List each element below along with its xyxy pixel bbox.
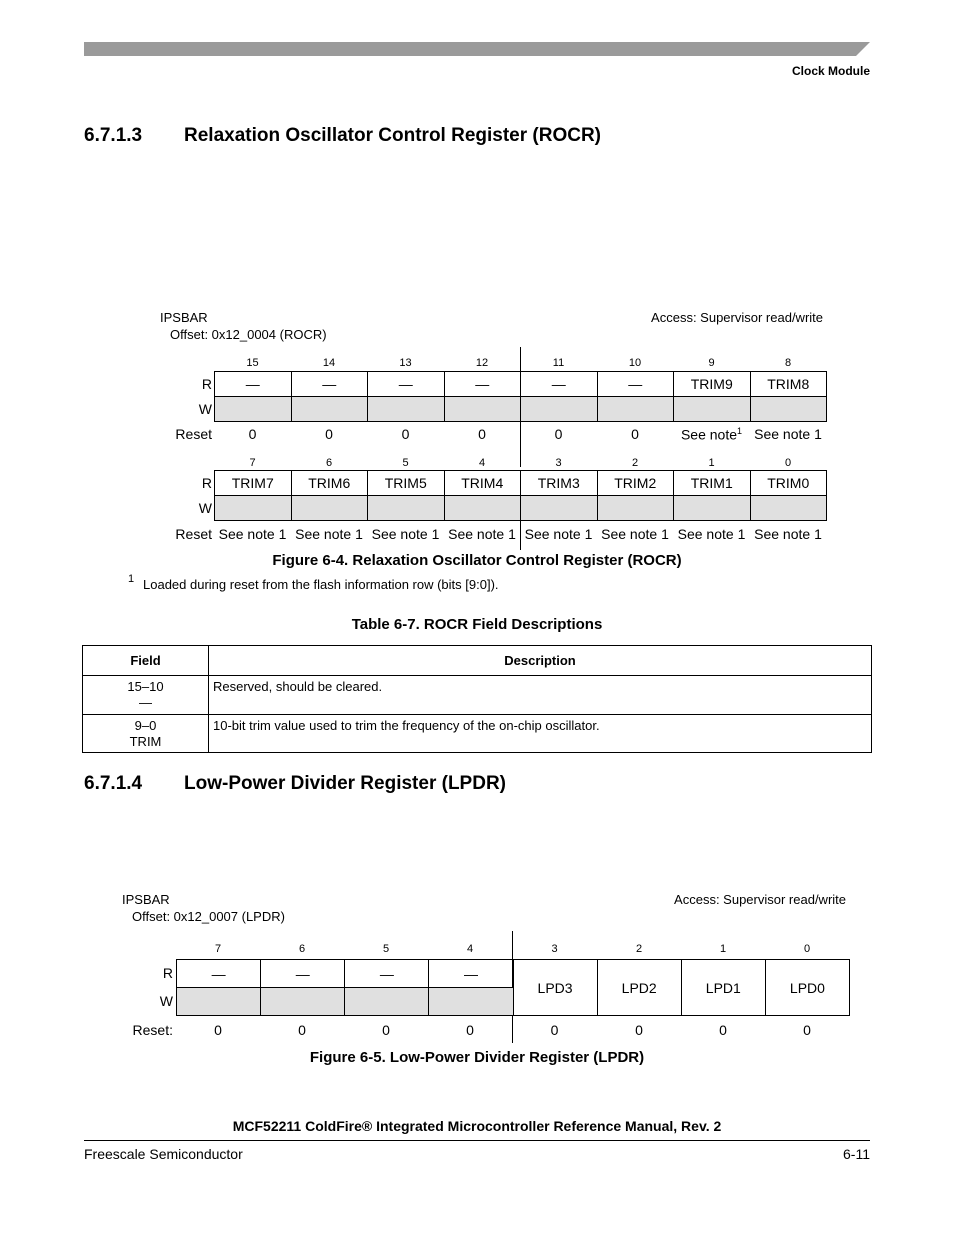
bit-number: 4 — [466, 943, 474, 955]
column-header-field: Field — [83, 646, 209, 676]
rocr-access: Access: Supervisor read/write — [651, 310, 823, 325]
bit-number: 0 — [784, 457, 792, 469]
row-label-r: R — [201, 376, 212, 392]
description-cell: Reserved, should be cleared. — [209, 676, 872, 715]
write-cell — [674, 496, 751, 521]
bit-number: 11 — [552, 357, 565, 369]
bit-number: 8 — [784, 357, 792, 369]
write-cell — [521, 496, 598, 521]
field-name: — — [139, 695, 152, 710]
row-label-w: W — [159, 993, 173, 1009]
row-label-reset: Reset: — [132, 1022, 173, 1038]
bit-number: 2 — [635, 943, 643, 955]
reset-value: 0 — [214, 1022, 222, 1038]
footnote-number: 1 — [128, 573, 135, 585]
bit-number: 3 — [551, 943, 558, 955]
rocr-upper-register — [214, 371, 827, 422]
write-cell — [674, 397, 751, 422]
bit-number: 6 — [325, 457, 333, 469]
bit-field: — — [291, 372, 368, 397]
bit-number: 1 — [719, 943, 727, 955]
section-number: 6.7.1.3 — [84, 125, 143, 146]
write-row — [215, 397, 827, 422]
bit-number: 7 — [249, 457, 256, 469]
bit-field: — — [444, 372, 521, 397]
section-number: 6.7.1.4 — [84, 773, 143, 794]
reset-value: 0 — [298, 1022, 306, 1038]
bit-number: 1 — [708, 457, 715, 469]
reset-value: 0 — [401, 426, 410, 442]
bit-number: 0 — [803, 943, 811, 955]
footnote-marker: 1 — [737, 426, 743, 436]
reset-value: See note 1 — [677, 526, 746, 542]
bit-field: — — [597, 372, 674, 397]
row-label-r: R — [201, 475, 212, 491]
read-row — [215, 372, 827, 397]
lpdr-offset: Offset: 0x12_0007 (LPDR) — [132, 909, 285, 924]
field-name: TRIM — [129, 734, 162, 749]
write-cell-reserved — [177, 988, 261, 1016]
field-bits: 15–10 — [127, 679, 164, 694]
section-title: Low-Power Divider Register (LPDR) — [184, 773, 506, 794]
bit-number: 13 — [399, 357, 412, 369]
bit-field: — — [177, 960, 261, 988]
figure-caption-rocr: Figure 6-4. Relaxation Oscillator Control Register (ROCR) — [272, 552, 682, 569]
reset-value: See note 1 — [754, 526, 822, 542]
reset-value: See note 1 — [448, 526, 516, 542]
write-cell — [750, 496, 827, 521]
page-number: 6-11 — [843, 1146, 870, 1162]
table-row — [83, 676, 872, 715]
bit-field: — — [368, 372, 445, 397]
field-bits: 9–0 — [134, 718, 157, 733]
write-cell-reserved — [521, 397, 598, 422]
bit-field: — — [215, 372, 292, 397]
reset-value: See note 1 — [218, 526, 287, 542]
table-row — [83, 715, 872, 753]
lpdr-access: Access: Supervisor read/write — [674, 892, 846, 907]
bit-field: TRIM0 — [750, 471, 827, 496]
bit-field: — — [345, 960, 429, 988]
reset-value: 0 — [325, 426, 333, 442]
bit-field: TRIM5 — [368, 471, 445, 496]
table-header-row — [83, 646, 872, 676]
footer-rule — [84, 1140, 870, 1141]
write-cell — [368, 496, 445, 521]
reset-value: See note 1 — [524, 526, 593, 542]
bit-number: 15 — [246, 357, 259, 369]
reset-value: 0 — [635, 1022, 643, 1038]
reset-value: 0 — [478, 426, 486, 442]
bit-field: TRIM4 — [444, 471, 521, 496]
field-cell — [83, 676, 209, 715]
bit-field: LPD0 — [765, 960, 849, 1016]
bit-field: TRIM3 — [521, 471, 598, 496]
reset-value: See note 1 — [601, 526, 669, 542]
bit-number: 6 — [298, 943, 306, 955]
lpdr-base: IPSBAR — [122, 892, 170, 907]
write-row — [215, 496, 827, 521]
bit-number: 4 — [478, 457, 486, 469]
bit-number: 7 — [214, 943, 222, 955]
write-cell — [597, 496, 674, 521]
rocr-base: IPSBAR — [160, 310, 208, 325]
bit-field: TRIM6 — [291, 471, 368, 496]
write-cell-reserved — [444, 397, 521, 422]
write-cell-reserved — [215, 397, 292, 422]
reset-value: 0 — [554, 426, 563, 442]
row-label-reset: Reset — [175, 426, 212, 442]
write-cell-reserved — [429, 988, 513, 1016]
bit-field: TRIM2 — [597, 471, 674, 496]
reset-value: See note 1 — [371, 526, 440, 542]
bit-field: TRIM9 — [674, 372, 751, 397]
reset-value: See note — [680, 426, 738, 443]
lpdr-register — [176, 959, 850, 1016]
write-cell — [750, 397, 827, 422]
row-label-w: W — [198, 500, 212, 516]
bit-field: LPD2 — [597, 960, 681, 1016]
row-label-w: W — [198, 401, 212, 417]
bit-field: LPD3 — [513, 960, 597, 1016]
row-label-reset: Reset — [175, 526, 212, 542]
bit-number: 14 — [322, 357, 336, 369]
column-header-description: Description — [209, 646, 872, 676]
bit-number: 3 — [555, 457, 562, 469]
reset-value: See note 1 — [295, 526, 363, 542]
rocr-lower-register — [214, 470, 827, 521]
field-cell — [83, 715, 209, 753]
write-cell-reserved — [368, 397, 445, 422]
section-title: Relaxation Oscillator Control Register (ROCR) — [184, 125, 602, 146]
bit-number: 2 — [631, 457, 639, 469]
description-cell: 10-bit trim value used to trim the frequency of the on-chip oscillator. — [209, 715, 872, 753]
bit-field: TRIM7 — [215, 471, 292, 496]
rocr-field-table — [82, 645, 872, 753]
section-heading-lpdr — [84, 773, 506, 795]
reset-value-with-footnote — [673, 426, 750, 443]
row-label-r: R — [162, 965, 173, 981]
write-cell-reserved — [291, 397, 368, 422]
bit-number: 12 — [475, 357, 489, 369]
write-cell — [291, 496, 368, 521]
write-cell-reserved — [345, 988, 429, 1016]
bit-field: LPD1 — [681, 960, 765, 1016]
bit-number: 10 — [628, 357, 642, 369]
bit-field: TRIM8 — [750, 372, 827, 397]
bit-field: TRIM1 — [674, 471, 751, 496]
reset-value: See note 1 — [754, 426, 822, 442]
reset-value: 0 — [248, 426, 257, 442]
bit-number: 5 — [402, 457, 409, 469]
header-bar — [84, 42, 870, 56]
bit-field: — — [261, 960, 345, 988]
bit-number: 9 — [708, 357, 715, 369]
reset-value: 0 — [631, 426, 639, 442]
rocr-offset: Offset: 0x12_0004 (ROCR) — [170, 327, 327, 342]
reset-value: 0 — [803, 1022, 811, 1038]
figure-caption-lpdr: Figure 6-5. Low-Power Divider Register (LPDR) — [309, 1049, 645, 1066]
read-row — [177, 960, 850, 988]
running-header: Clock Module — [791, 64, 870, 78]
manual-title: MCF52211 ColdFire® Integrated Microcontroller Reference Manual, Rev. 2 — [232, 1118, 722, 1134]
table-caption: Table 6-7. ROCR Field Descriptions — [351, 616, 603, 633]
reset-value: 0 — [382, 1022, 390, 1038]
company-name: Freescale Semiconductor — [84, 1146, 243, 1162]
bit-field: — — [521, 372, 598, 397]
bit-number: 5 — [382, 943, 390, 955]
reset-value: 0 — [550, 1022, 559, 1038]
write-cell-reserved — [597, 397, 674, 422]
reset-value: 0 — [719, 1022, 727, 1038]
footnote-text: Loaded during reset from the flash information row (bits [9:0]). — [143, 577, 499, 592]
reset-value: 0 — [466, 1022, 474, 1038]
write-cell — [444, 496, 521, 521]
bit-field: — — [429, 960, 513, 988]
read-row — [215, 471, 827, 496]
section-heading-rocr — [84, 125, 601, 147]
write-cell-reserved — [261, 988, 345, 1016]
write-cell — [215, 496, 292, 521]
